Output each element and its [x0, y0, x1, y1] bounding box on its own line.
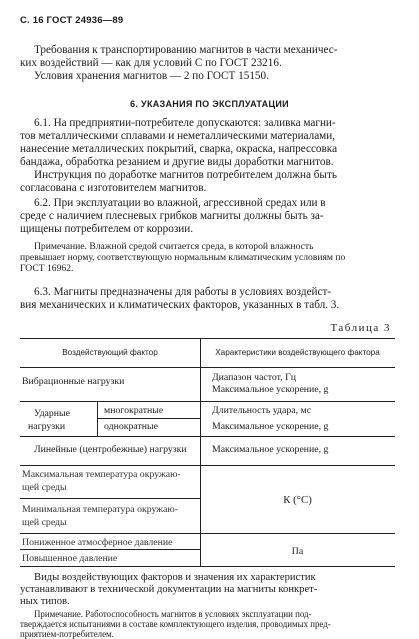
table-cell: Максимальное ускорение, g — [212, 384, 329, 395]
table-cell: Максимальная температура окружаю- — [22, 469, 181, 480]
table-cell: Максимальное ускорение, g — [212, 444, 329, 455]
table-header-characteristic: Характеристики воздействующего фактора — [215, 348, 380, 357]
note-line: Примечание. Влажной средой считается среда, в которой влажность — [34, 241, 314, 252]
paragraph-line: согласована с изготовителем магнитов. — [20, 182, 207, 194]
paragraph-line: 6.1. На предприятии-потребителе допускаются: заливка магни- — [34, 117, 336, 129]
paragraph-line: устанавливают в технической документации на магниты конкрет- — [20, 584, 318, 595]
table-cell: Диапазон частот, Гц — [212, 372, 297, 383]
page-header: С. 16 ГОСТ 24936—89 — [20, 15, 124, 26]
paragraph-line: 6.3. Магниты предназначены для работы в условиях воздейст- — [34, 286, 332, 298]
section-title: 6. УКАЗАНИЯ ПО ЭКСПЛУАТАЦИИ — [130, 99, 289, 109]
paragraph-line: тов металлическими сплавами и неметаллическими материалами, — [20, 130, 336, 142]
paragraph-line: нанесение металлических покрытий, сварка, окраска, напрессовка — [20, 143, 338, 155]
table-cell: нагрузки — [28, 421, 66, 432]
table-header-factor: Воздействующий фактор — [62, 348, 158, 357]
table-cell: многократные — [104, 405, 164, 416]
paragraph-line: Виды воздействующих факторов и значения их характеристик — [34, 572, 316, 583]
paragraph-line: Инструкция по доработке магнитов потребителем должна быть — [34, 169, 337, 181]
table-cell: Вибрационные нагрузки — [22, 376, 125, 387]
intro-line: Условия хранения магнитов — 2 по ГОСТ 15150. — [34, 70, 269, 82]
table-cell: Ударные — [34, 408, 70, 419]
paragraph-line: среде с наличием плесневых грибков магниты должны быть за- — [20, 210, 324, 222]
table-cell: однократные — [104, 421, 158, 432]
intro-line: ких воздействий — как для условий С по ГОСТ 23216. — [20, 57, 282, 69]
table-cell: Минимальная температура окружаю- — [22, 504, 178, 515]
paragraph-line: 6.2. При эксплуатации во влажной, агрессивной средах или в — [34, 197, 326, 209]
table-cell: Линейные (центробежные) нагрузки — [34, 444, 187, 455]
table-cell: Повышенное давление — [22, 553, 118, 564]
table-cell: Пониженное атмосферное давление — [22, 537, 173, 548]
paragraph-line: щищены потребителем от коррозии. — [20, 223, 194, 235]
paragraph-line: вия механических и климатических факторов, указанных в табл. 3. — [20, 299, 340, 311]
intro-line: Требования к транспортированию магнитов в части механичес- — [34, 44, 338, 56]
table-cell: К (°С) — [283, 494, 312, 506]
note-line: Примечание. Работоспособность магнитов в условиях эксплуатации под- — [34, 609, 312, 619]
paragraph-line: бандажа, обработка резанием и другие виды доработки магнитов. — [20, 156, 334, 168]
table-cell: Па — [291, 546, 304, 557]
note-line: тверждается испытаниями в составе комплектующего изделия, проводимых пред- — [20, 619, 331, 629]
note-line: ГОСТ 16962. — [20, 263, 74, 274]
paragraph-line: ных типов. — [20, 596, 70, 607]
table-cell: Максимальное ускорение, g — [212, 421, 329, 432]
table-cell: щей среды — [22, 482, 67, 493]
table-label: Таблица 3 — [330, 322, 391, 334]
table-cell: щей среды — [22, 517, 67, 528]
note-line: превышает норму, соответствующую нормальным климатическим условиям по — [20, 252, 346, 263]
table-cell: Длительность удара, мс — [212, 405, 312, 416]
note-line: приятием-потребителем. — [20, 629, 114, 639]
